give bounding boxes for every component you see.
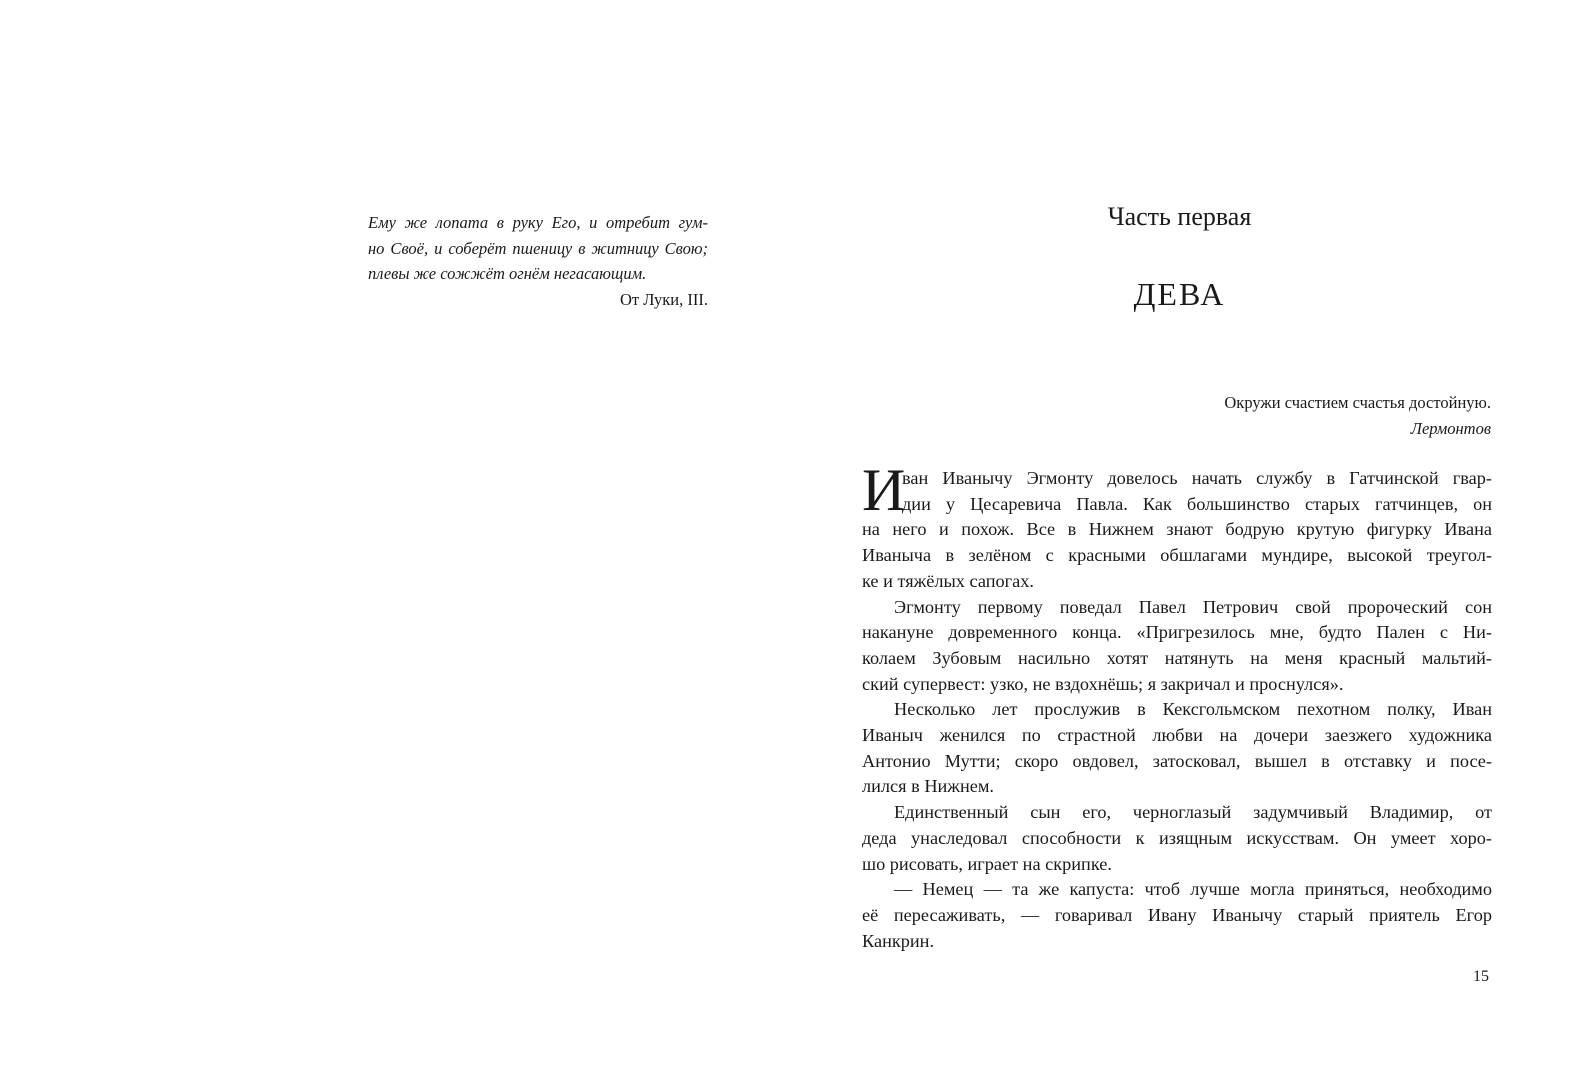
epigraph-source: От Луки, III. xyxy=(620,289,708,309)
text-line: Эгмонту первому поведал Павел Петрович свой пророческий сон xyxy=(894,596,1492,617)
epigraph-line: Ему же лопата в руку Его, и отребит гум- xyxy=(368,213,708,232)
text-line: лился в Нижнем. xyxy=(862,776,994,797)
text-line: ке и тяжёлых сапогах. xyxy=(862,570,1034,591)
paragraph xyxy=(862,877,1492,954)
paragraph xyxy=(862,800,1492,877)
body-text xyxy=(862,457,1492,954)
text-line: дии у Цесаревича Павла. Как большинство старых гатчинцев, он xyxy=(902,493,1492,514)
text-line: Иваныча в зелёном с красными обшлагами мундире, высокой треугол- xyxy=(862,545,1492,566)
epigraph-author: Лермонтов xyxy=(1410,419,1491,438)
epigraph-quote: Окружи счастием счастья достойную. xyxy=(1224,393,1491,412)
text-line: деда унаследовал способности к изящным искусствам. Он умеет хоро- xyxy=(862,827,1492,848)
text-line: Канкрин. xyxy=(862,930,935,951)
text-line: Единственный сын его, черноглазый задумчивый Владимир, от xyxy=(894,802,1492,823)
page-number: 15 xyxy=(1473,968,1489,985)
text-line: на него и похож. Все в Нижнем знают бодрую крутую фигурку Ивана xyxy=(862,519,1492,540)
text-line: колаем Зубовым насильно хотят натянуть на меня красный мальтий- xyxy=(862,647,1492,668)
epigraph-line: но Своё, и соберёт пшеницу в житницу Свою; xyxy=(368,238,708,258)
right-page xyxy=(790,0,1577,1080)
text-line: ван Иванычу Эгмонту довелось начать службу в Гатчинской гвар- xyxy=(902,468,1492,488)
text-line: ский супервест: узко, не вздохнёшь; я закричал и проснулся». xyxy=(862,673,1344,694)
text-line: Антонио Мутти; скоро овдовел, затосковал, вышел в отставку и посе- xyxy=(862,750,1492,771)
section-title: ДЕВА xyxy=(1133,276,1226,312)
right-epigraph xyxy=(1224,390,1491,442)
text-line: накануне довременного конца. «Пригрезилось мне, будто Пален с Ни- xyxy=(862,622,1492,643)
part-title: Часть первая xyxy=(1107,202,1252,231)
text-line: Иваныч женился по страстной любви на дочери заезжего художника xyxy=(862,725,1492,746)
drop-cap: И xyxy=(862,457,906,523)
text-line: Несколько лет прослужив в Кексгольмском пехотном полку, Иван xyxy=(894,699,1492,720)
text-line: её пересаживать, — говаривал Ивану Иванычу старый приятель Егор xyxy=(862,904,1492,925)
paragraph xyxy=(862,457,1492,595)
paragraph xyxy=(862,595,1492,698)
left-epigraph xyxy=(368,210,708,312)
text-line: — Немец — та же капуста: чтоб лучше могла приняться, необходимо xyxy=(894,879,1492,900)
paragraph xyxy=(862,697,1492,800)
epigraph-line: плевы же сожжёт огнём негасающим. xyxy=(368,264,647,283)
text-line: шо рисовать, играет на скрипке. xyxy=(862,853,1112,874)
